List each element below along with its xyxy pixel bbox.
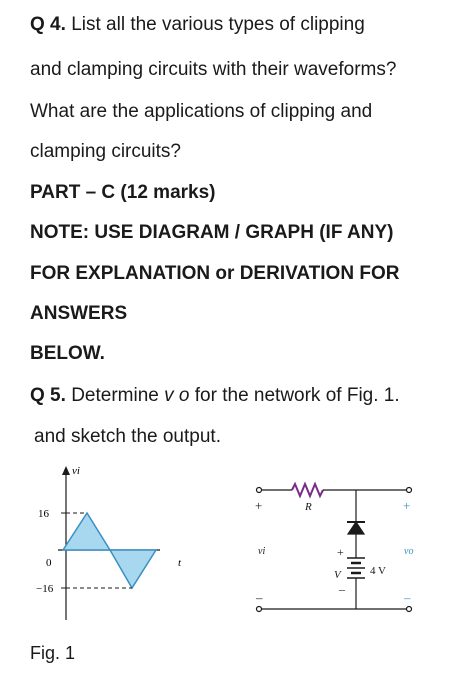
output-terminal-top bbox=[407, 488, 412, 493]
y-axis-arrow-icon bbox=[62, 466, 70, 475]
input-terminal-top bbox=[257, 488, 262, 493]
figure-1 bbox=[0, 455, 474, 630]
output-minus: – bbox=[404, 590, 411, 605]
positive-half-wave bbox=[63, 513, 110, 550]
diode-icon bbox=[348, 522, 364, 534]
note-line-1: NOTE: USE DIAGRAM / GRAPH (IF ANY) bbox=[30, 222, 394, 243]
input-minus: – bbox=[256, 590, 263, 605]
note-line-4: BELOW. bbox=[30, 343, 105, 364]
q5-text-a: Determine bbox=[71, 385, 159, 406]
q5-var-v: v bbox=[164, 385, 174, 406]
note-line-2: FOR EXPLANATION or DERIVATION FOR bbox=[30, 263, 400, 284]
battery-minus: – bbox=[339, 582, 345, 596]
q5-var-o: o bbox=[178, 385, 190, 406]
negative-half-wave bbox=[110, 550, 156, 588]
q4-line-3: What are the applications of clipping and bbox=[30, 101, 373, 122]
note-line-3: ANSWERS bbox=[30, 303, 128, 324]
y-axis-label: vi bbox=[72, 465, 80, 477]
clipper-circuit bbox=[257, 484, 412, 612]
output-label: vo bbox=[404, 546, 414, 557]
q4-text-1: List all the various types of clipping bbox=[71, 14, 365, 35]
part-heading: PART – C (12 marks) bbox=[30, 182, 216, 203]
input-waveform-graph bbox=[36, 465, 182, 620]
q4-line-4: clamping circuits? bbox=[30, 141, 181, 162]
q5-line-1 bbox=[30, 385, 400, 407]
resistor-icon bbox=[292, 484, 323, 496]
q4-number: Q 4. bbox=[30, 14, 66, 35]
output-terminal-bottom bbox=[407, 607, 412, 612]
x-axis-label: t bbox=[178, 557, 182, 569]
tick-label-0: 0 bbox=[46, 557, 52, 569]
q4-line-2: and clamping circuits with their waveforms? bbox=[30, 59, 397, 80]
battery-value: 4 V bbox=[370, 565, 386, 577]
q5-text-b: for the network of Fig. 1. bbox=[194, 385, 400, 406]
q5-line-2: and sketch the output. bbox=[34, 426, 221, 447]
figure-svg bbox=[0, 455, 474, 630]
battery-label: V bbox=[334, 569, 341, 581]
input-plus: + bbox=[255, 498, 263, 513]
figure-caption: Fig. 1 bbox=[30, 643, 76, 663]
input-terminal-bottom bbox=[257, 607, 262, 612]
tick-label-minus16: −16 bbox=[36, 583, 54, 595]
circuit-labels bbox=[255, 498, 413, 605]
tick-label-16: 16 bbox=[38, 508, 49, 520]
output-plus: + bbox=[403, 498, 411, 513]
q4-line-1 bbox=[30, 14, 365, 36]
q5-number: Q 5. bbox=[30, 385, 66, 406]
input-label: vi bbox=[258, 546, 266, 557]
battery-plus: + bbox=[337, 545, 344, 559]
resistor-label: R bbox=[305, 501, 312, 513]
